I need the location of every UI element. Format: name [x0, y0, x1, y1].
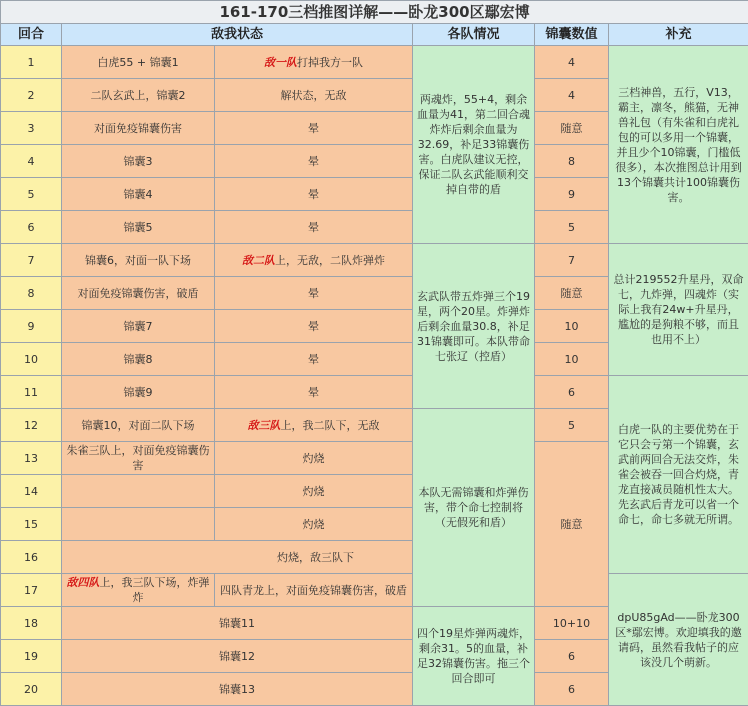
count-cell: 7 — [535, 244, 609, 277]
count-cell: 8 — [535, 145, 609, 178]
count-cell: 随意 — [535, 112, 609, 145]
round-cell: 2 — [1, 79, 62, 112]
count-cell: 9 — [535, 178, 609, 211]
state-merged-cell: 灼烧，敌三队下 — [62, 541, 413, 574]
enemy-state-cell: 敌三队上，我二队下，无敌 — [215, 409, 413, 442]
enemy-state-cell: 敌二队上，无敌，二队炸弹炸 — [215, 244, 413, 277]
round-cell: 8 — [1, 277, 62, 310]
enemy-tag: 敌一队 — [264, 56, 297, 69]
round-cell: 16 — [1, 541, 62, 574]
count-cell: 10+10 — [535, 607, 609, 640]
our-state-cell: 锦囊7 — [62, 310, 215, 343]
round-cell: 9 — [1, 310, 62, 343]
round-cell: 4 — [1, 145, 62, 178]
round-cell: 10 — [1, 343, 62, 376]
round-cell: 11 — [1, 376, 62, 409]
extra-note-3: 白虎一队的主要优势在于它只会亏第一个锦囊，玄武前两回合无法交炸，朱雀会被吞一回合灼烧，青龙直接减员随机性太大。先玄武后青龙可以省一个命七，命七多就无所谓。 — [609, 376, 748, 574]
state-merged-cell: 锦囊13 — [62, 673, 413, 706]
enemy-state-cell: 灼烧 — [215, 442, 413, 475]
our-state-cell: 对面免疫锦囊伤害，破盾 — [62, 277, 215, 310]
count-cell: 5 — [535, 211, 609, 244]
header-team: 各队情况 — [413, 24, 535, 46]
table-row — [1, 574, 748, 607]
round-cell: 19 — [1, 640, 62, 673]
round-cell: 5 — [1, 178, 62, 211]
state-merged-cell: 锦囊11 — [62, 607, 413, 640]
our-state-cell: 朱雀三队上，对面免疫锦囊伤害 — [62, 442, 215, 475]
enemy-state-cell: 晕 — [215, 211, 413, 244]
enemy-state-cell: 晕 — [215, 343, 413, 376]
round-cell: 7 — [1, 244, 62, 277]
count-cell: 4 — [535, 46, 609, 79]
our-state-cell: 对面免疫锦囊伤害 — [62, 112, 215, 145]
table-row — [1, 46, 748, 79]
count-cell: 随意 — [535, 277, 609, 310]
enemy-state-cell: 晕 — [215, 145, 413, 178]
round-cell: 17 — [1, 574, 62, 607]
round-cell: 12 — [1, 409, 62, 442]
count-cell-merged: 随意 — [535, 442, 609, 607]
header-extra: 补充 — [609, 24, 748, 46]
count-cell: 6 — [535, 673, 609, 706]
enemy-state-cell: 晕 — [215, 310, 413, 343]
round-cell: 6 — [1, 211, 62, 244]
table-row — [1, 376, 748, 409]
enemy-state-cell: 灼烧 — [215, 508, 413, 541]
team-note-4: 四个19星炸弹两魂炸，剩余31。5的血量，补足32锦囊伤害。拖三个回合即可 — [413, 607, 535, 706]
round-cell: 14 — [1, 475, 62, 508]
our-state-cell: 锦囊8 — [62, 343, 215, 376]
our-state-cell: 二队玄武上，锦囊2 — [62, 79, 215, 112]
table-row — [1, 244, 748, 277]
our-state-cell — [62, 475, 215, 508]
enemy-state-cell: 敌一队打掉我方一队 — [215, 46, 413, 79]
header-state: 敌我状态 — [62, 24, 413, 46]
extra-note-1: 三档神兽，五行，V13，霸主，凛冬，熊猫，无神兽礼包（有朱雀和白虎礼包的可以多用一个锦囊，并且少个10锦囊，门槛低很多），本次推图总计用到13个锦囊共计100锦囊伤害。 — [609, 46, 748, 244]
count-cell: 6 — [535, 640, 609, 673]
enemy-tag: 敌三队 — [248, 419, 281, 432]
state-merged-cell: 锦囊12 — [62, 640, 413, 673]
round-cell: 18 — [1, 607, 62, 640]
round-cell: 1 — [1, 46, 62, 79]
our-state-cell: 敌四队上，我三队下场，炸弹炸 — [62, 574, 215, 607]
enemy-state-cell: 晕 — [215, 376, 413, 409]
enemy-state-cell: 解状态，无敌 — [215, 79, 413, 112]
count-cell: 5 — [535, 409, 609, 442]
enemy-state-cell: 晕 — [215, 277, 413, 310]
count-cell: 4 — [535, 79, 609, 112]
our-state-cell: 锦囊3 — [62, 145, 215, 178]
sheet-title: 161-170三档推图详解——卧龙300区鄢宏博 — [1, 1, 748, 24]
our-state-cell: 白虎55 + 锦囊1 — [62, 46, 215, 79]
enemy-state-cell: 晕 — [215, 178, 413, 211]
extra-note-4: dpU85gAd——卧龙300区*鄢宏博。欢迎填我的邀请码，虽然看我帖子的应该没几个萌新。 — [609, 574, 748, 706]
our-state-cell: 锦囊6，对面一队下场 — [62, 244, 215, 277]
header-count: 锦囊数值 — [535, 24, 609, 46]
count-cell: 6 — [535, 376, 609, 409]
our-state-cell: 锦囊9 — [62, 376, 215, 409]
round-cell: 3 — [1, 112, 62, 145]
our-state-cell: 锦囊5 — [62, 211, 215, 244]
enemy-state-cell: 晕 — [215, 112, 413, 145]
enemy-tag: 敌四队 — [67, 576, 100, 589]
count-cell: 10 — [535, 343, 609, 376]
our-state-cell: 锦囊4 — [62, 178, 215, 211]
team-note-2: 玄武队带五炸弹三个19星，两个20星。炸弹炸后剩余血量30.8，补足31锦囊即可。本队带命七张辽（控盾） — [413, 244, 535, 409]
count-cell: 10 — [535, 310, 609, 343]
header-round: 回合 — [1, 24, 62, 46]
enemy-state-cell: 四队青龙上，对面免疫锦囊伤害，破盾 — [215, 574, 413, 607]
round-cell: 13 — [1, 442, 62, 475]
extra-note-2: 总计219552升星丹，双命七，九炸弹，四魂炸（实际上我有24w+升星丹，尴尬的是狗粮不够，而且也用不上） — [609, 244, 748, 376]
team-note-1: 两魂炸，55+4，剩余血量为41，第二回合魂炸炸后剩余血量为32.69，补足33锦囊伤害。白虎队建议无控，保证二队玄武能顺利交掉自带的盾 — [413, 46, 535, 244]
our-state-cell: 锦囊10，对面二队下场 — [62, 409, 215, 442]
round-cell: 20 — [1, 673, 62, 706]
our-state-cell — [62, 508, 215, 541]
team-note-3: 本队无需锦囊和炸弹伤害，带个命七控制将（无假死和盾） — [413, 409, 535, 607]
enemy-tag: 敌二队 — [242, 254, 275, 267]
round-cell: 15 — [1, 508, 62, 541]
enemy-state-cell: 灼烧 — [215, 475, 413, 508]
